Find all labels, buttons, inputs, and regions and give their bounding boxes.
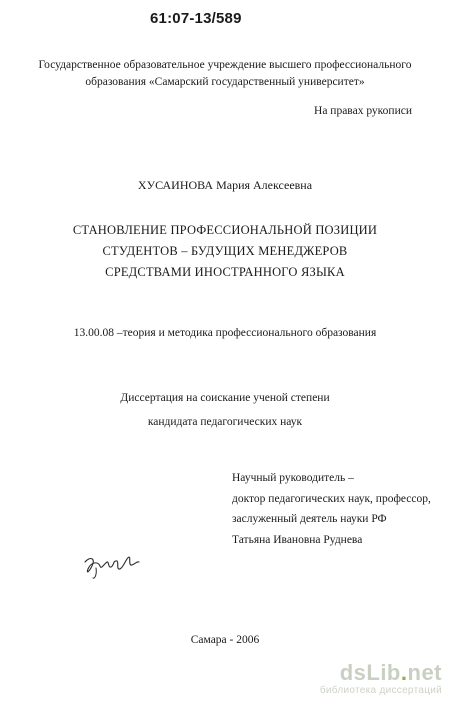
degree-statement bbox=[0, 386, 450, 434]
institution-line-2: образования «Самарский государственный университет» bbox=[85, 76, 365, 88]
watermark-logo bbox=[252, 661, 442, 685]
title-line-1: СТАНОВЛЕНИЕ ПРОФЕССИОНАЛЬНОЙ ПОЗИЦИИ bbox=[72, 223, 378, 237]
degree-line-1: Диссертация на соискание ученой степени bbox=[120, 392, 330, 404]
handwritten-signature bbox=[82, 552, 142, 580]
city-year: Самара - 2006 bbox=[190, 634, 260, 646]
document-number: 61:07-13/589 bbox=[150, 10, 242, 27]
specialty-code: 13.00.08 –теория и методика профессионального образования bbox=[73, 327, 377, 339]
supervisor-line-2: доктор педагогических наук, профессор, bbox=[232, 492, 431, 505]
institution-line-1: Государственное образовательное учреждение высшего профессионального bbox=[38, 59, 412, 71]
watermark-subtitle: библиотека диссертаций bbox=[319, 685, 442, 696]
dissertation-title bbox=[0, 220, 450, 283]
watermark-logo-dot: . bbox=[400, 660, 408, 685]
supervisor-line-3: заслуженный деятель науки РФ bbox=[232, 513, 387, 525]
watermark bbox=[252, 661, 442, 696]
rights-notice: На правах рукописи bbox=[314, 105, 412, 117]
watermark-logo-main: dsLib bbox=[339, 660, 401, 685]
supervisor-line-1: Научный руководитель – bbox=[232, 472, 354, 484]
institution-name bbox=[0, 57, 450, 91]
supervisor-block bbox=[232, 468, 431, 550]
author-name: ХУСАИНОВА Мария Алексеевна bbox=[137, 178, 313, 192]
degree-line-2: кандидата педагогических наук bbox=[147, 416, 303, 428]
title-line-3: СРЕДСТВАМИ ИНОСТРАННОГО ЯЗЫКА bbox=[105, 265, 345, 279]
watermark-logo-tld: net bbox=[407, 660, 442, 685]
supervisor-line-4: Татьяна Ивановна Руднева bbox=[232, 533, 363, 546]
title-line-2: СТУДЕНТОВ – БУДУЩИХ МЕНЕДЖЕРОВ bbox=[102, 244, 348, 258]
